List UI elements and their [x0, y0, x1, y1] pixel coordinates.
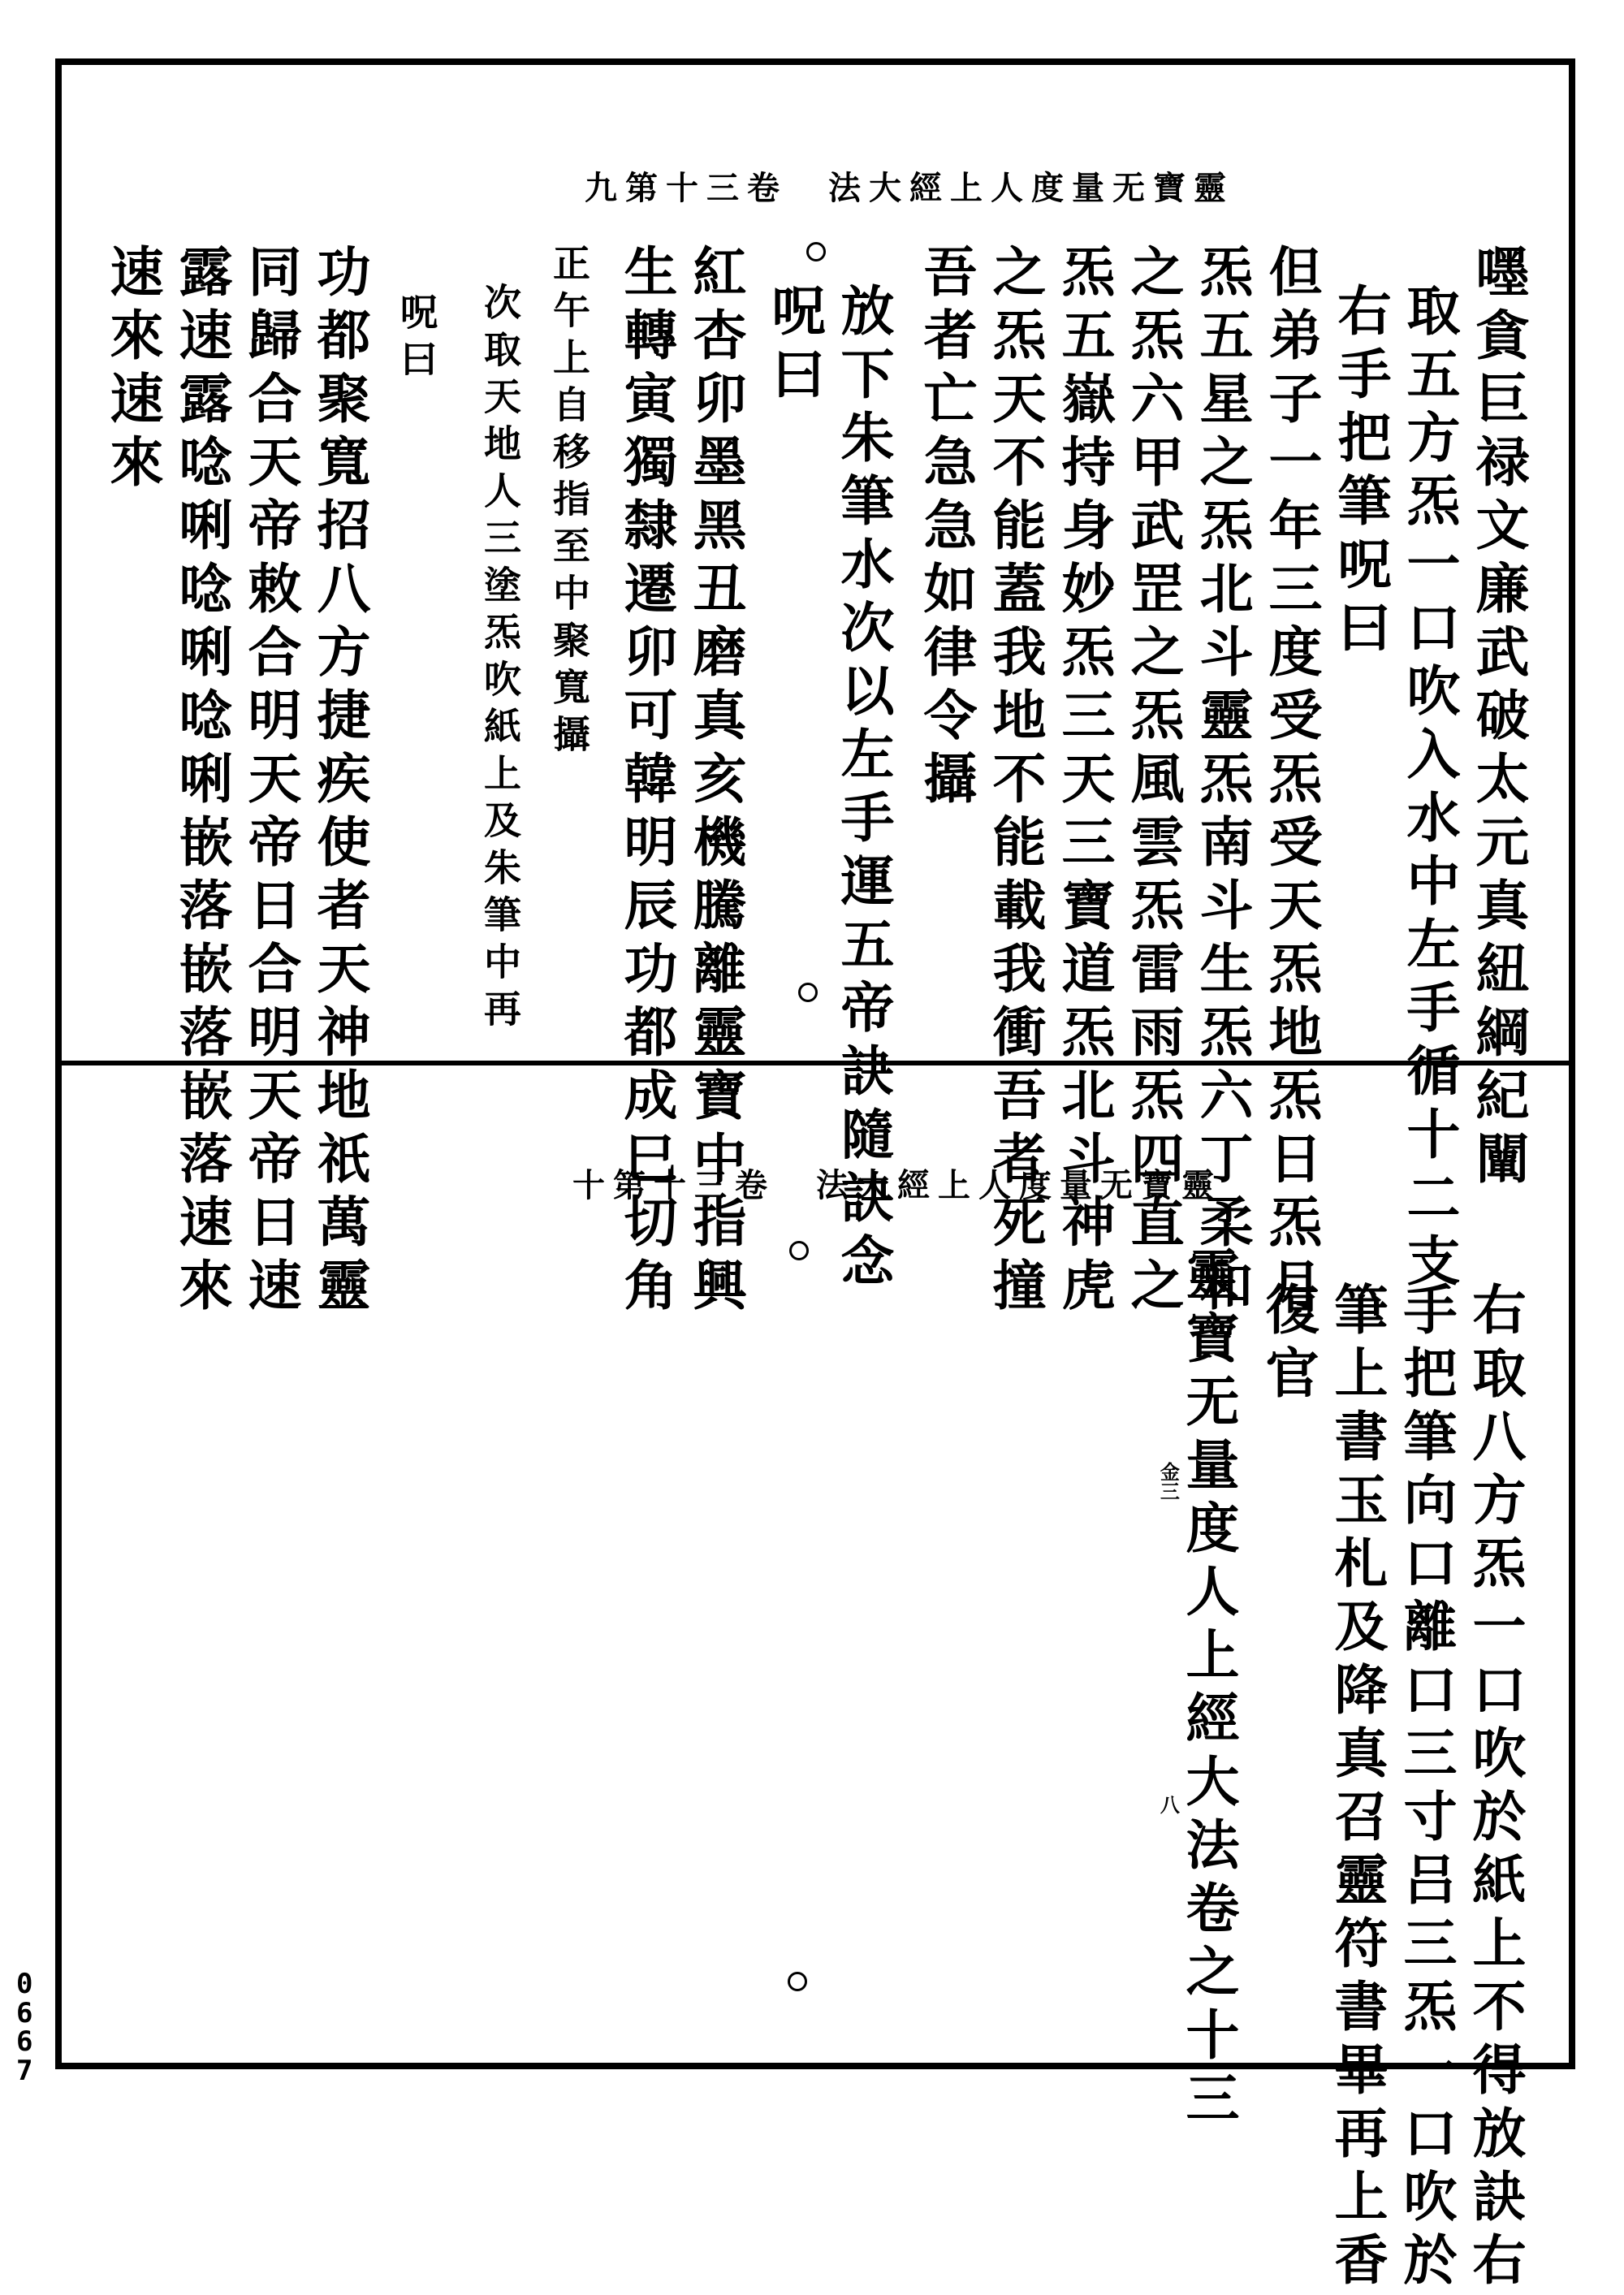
- top-column-8: 之炁天不能蓋我地不能載我衝吾者死撞: [983, 244, 1047, 1320]
- top-column-14: 正午上自移指至中聚寬攝: [547, 244, 591, 762]
- top-column-1: 嚜貪巨禄文廉武破太元真紐綱紀闡: [1466, 244, 1530, 1194]
- top-column-15: 次取天地人三塗炁吹紙上及朱筆中再: [478, 283, 522, 1036]
- top-column-4: 但弟子一年三度受炁受天炁地炁日炁月: [1259, 244, 1323, 1320]
- top-column-3: 右手把筆呪曰: [1328, 283, 1392, 663]
- top-column-16: 呪曰: [395, 292, 438, 387]
- binding-hole-mark: [798, 983, 818, 1002]
- top-page-header: 靈寶无量度人上經大法 卷三十第九: [585, 169, 1234, 207]
- top-column-9: 吾者亡急急如律令攝: [914, 244, 978, 814]
- top-column-13: 生轉寅獨隸遷卯可韓明辰功都成巳切角: [615, 244, 678, 1320]
- bottom-column-2: 手把筆向口離口三寸吕三炁一口吹於: [1394, 1281, 1458, 2295]
- top-column-6: 之炁六甲武罡之炁風雲炁雷雨炁四直之: [1121, 244, 1185, 1320]
- bottom-column-5: 靈寶无量度人上經大法卷之十三: [1177, 1247, 1240, 2133]
- bottom-column-1: 右取八方炁一口吹於紙上不得放訣右: [1463, 1281, 1527, 2295]
- top-column-2: 取五方炁一口吹入水中左手循十二支: [1397, 283, 1461, 1296]
- volume-note: 金三: [1156, 1462, 1181, 1501]
- top-column-19: 露速露唸唎唸唎唸唎嵌落嵌落嵌落速來: [170, 244, 233, 1320]
- top-column-10: 放下朱筆水次以左手運五帝訣隨訣念: [831, 283, 895, 1296]
- top-column-20: 速來速來: [101, 244, 164, 497]
- bottom-column-4: 復官: [1256, 1281, 1320, 1408]
- top-column-12: 紅杏卯墨黑丑磨真亥機騰離靈寶中指興: [684, 244, 747, 1320]
- bottom-column-3: 筆上書玉札及降真召靈符書畢再上香: [1325, 1281, 1389, 2295]
- page-mark: 八: [1156, 1795, 1181, 1814]
- binding-hole-mark: [788, 1972, 807, 1991]
- binding-hole-mark: [789, 1241, 809, 1260]
- scan-page-number: 0667: [16, 1968, 33, 2088]
- top-column-18: 同歸合天帝敕合明天帝日合明天帝日速: [239, 244, 302, 1320]
- top-column-17: 功都聚寬招八方捷疾使者天神地祇萬靈: [308, 244, 371, 1320]
- binding-hole-mark: [806, 242, 826, 261]
- bottom-page-header: 靈寶无量度人上經大法 卷三十第十: [572, 1166, 1222, 1204]
- top-column-5: 炁五星之炁北斗靈炁南斗生炁六丁柔和: [1190, 244, 1254, 1320]
- top-column-11: 呪曰: [762, 283, 826, 409]
- top-column-7: 炁五嶽持身妙炁三天三寶道炁北斗神虎: [1052, 244, 1116, 1320]
